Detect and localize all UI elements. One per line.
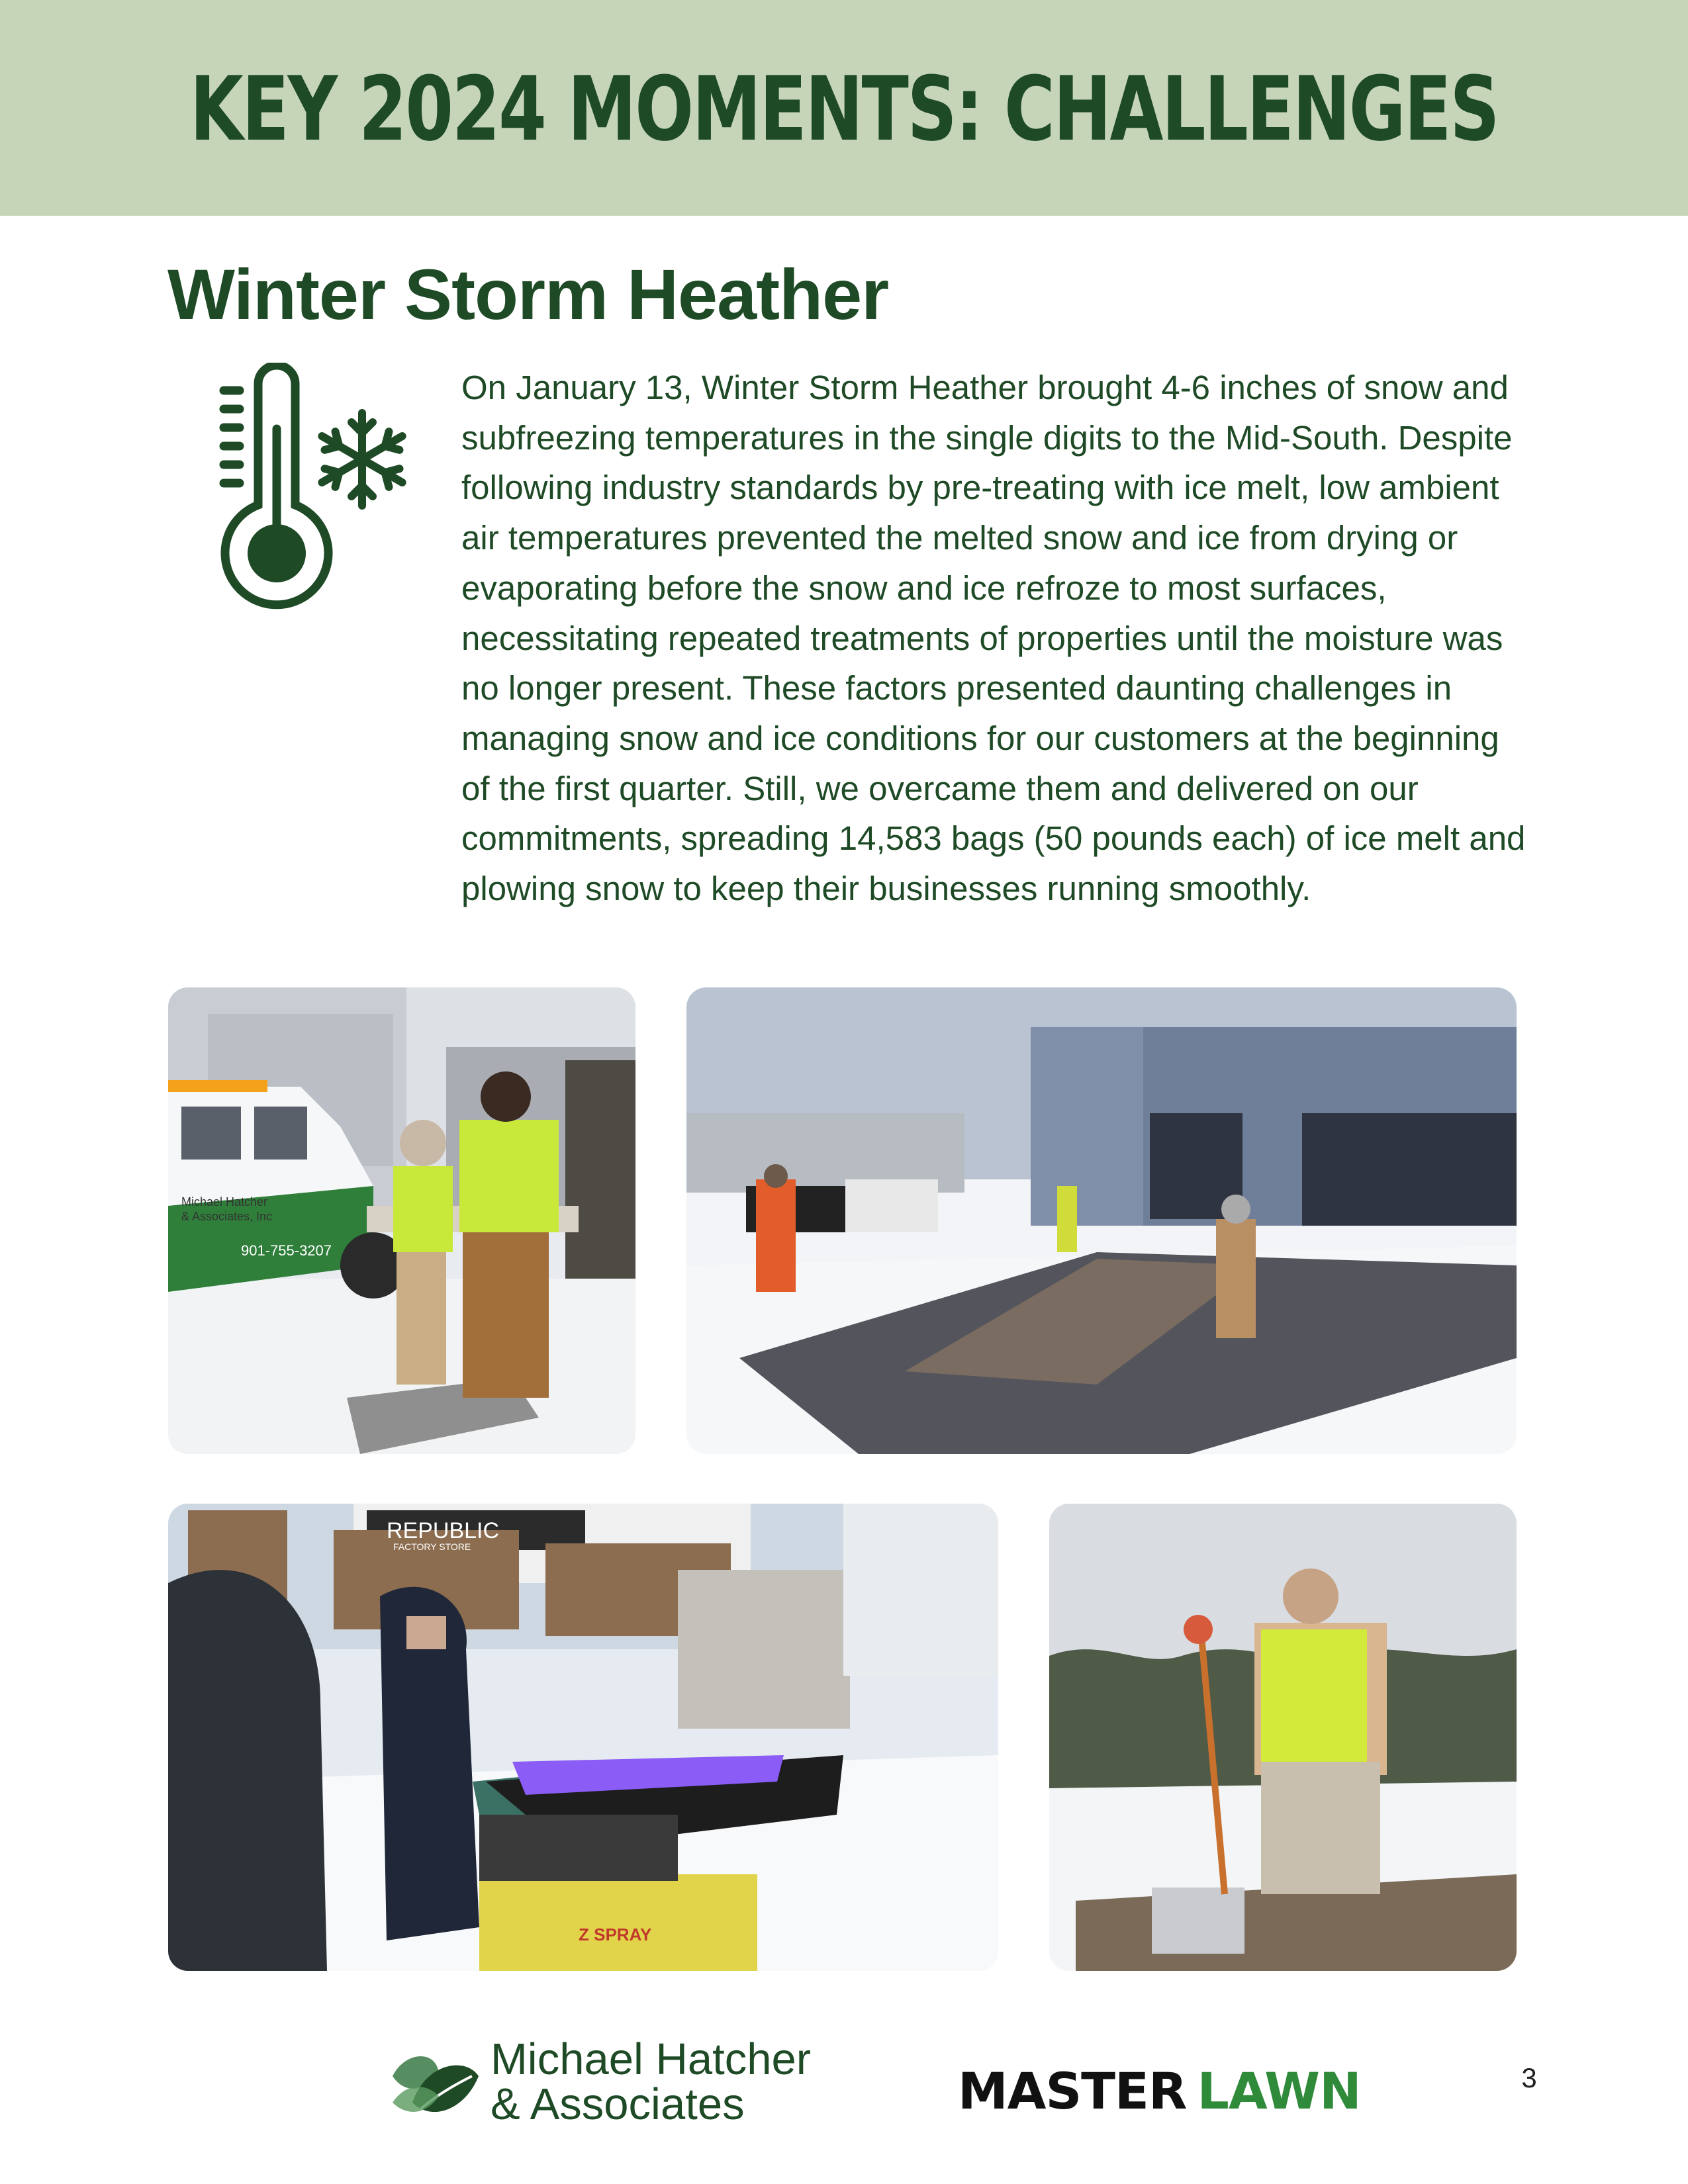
photo-crew-by-truck	[168, 987, 635, 1454]
mha-name-line2: & Associates	[491, 2079, 745, 2129]
section-title: Winter Storm Heather	[167, 254, 889, 334]
leaf-icon	[386, 2036, 485, 2129]
photo-worker-with-shovel	[1049, 1504, 1517, 1971]
spreader-brand: Z SPRAY	[579, 1925, 652, 1944]
store-sign: REPUBLIC	[387, 1518, 500, 1543]
thermometer-snowflake-icon	[215, 363, 414, 614]
photo-crew-clearing-lot	[686, 987, 1517, 1454]
truck-text-1: Michael Hatcher	[181, 1195, 268, 1208]
page-number: 3	[1521, 2062, 1537, 2093]
master-lawn-lawn: LAWN	[1197, 2062, 1361, 2120]
truck-phone: 901-755-3207	[241, 1242, 332, 1259]
mha-name-line1: Michael Hatcher	[491, 2034, 812, 2084]
michael-hatcher-logo	[386, 2036, 876, 2129]
truck-text-2: & Associates, Inc	[181, 1210, 273, 1223]
section-body: On January 13, Winter Storm Heather brought 4-6 inches of snow and subfreezing temperatures in the single digits to the Mid-South. Despite following industry standards by pre-treating with ice melt, low ambient air temperatures prevented the melted snow and ice from drying or evaporating before the snow and ice refroze to most surfaces, necessitating repeated treatments of properties until the moisture was no longer present. These factors presented daunting challenges in managing snow and ice conditions for our customers at the beginning of the first quarter. Still, we overcame them and delivered on our commitments, spreading 14,583 bags (50 pounds each) of ice melt and plowing snow to keep their businesses running smoothly.	[461, 369, 1526, 908]
store-sub: FACTORY STORE	[393, 1541, 471, 1552]
photo-crew-with-spreader	[168, 1504, 998, 1971]
master-lawn-logo	[958, 2058, 1361, 2124]
master-lawn-master: MASTER	[958, 2062, 1187, 2120]
page-title: KEY 2024 MOMENTS: CHALLENGES	[189, 58, 1499, 161]
